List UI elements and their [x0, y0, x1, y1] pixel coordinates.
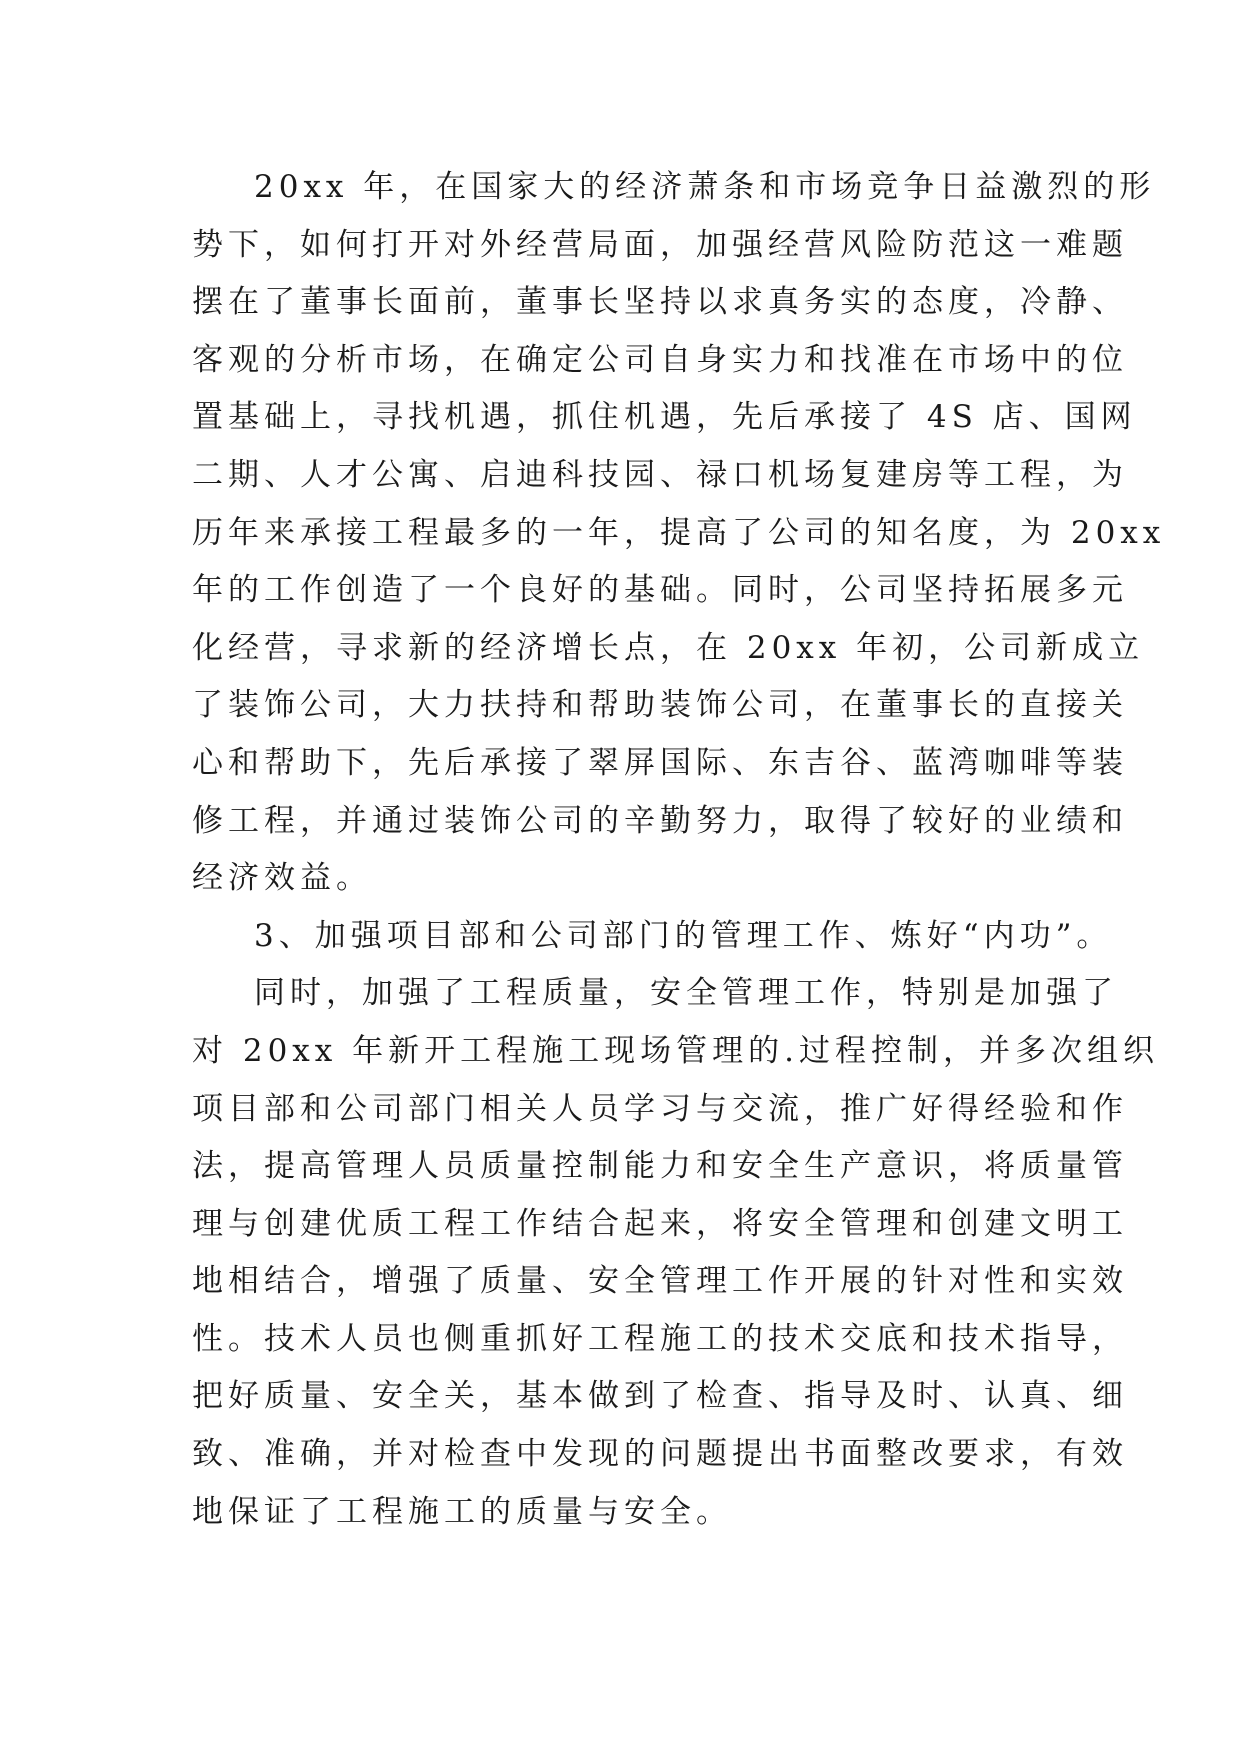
text-line: 化经营，寻求新的经济增长点，在 20xx 年初，公司新成立 — [192, 629, 1145, 666]
text-line: 理与创建优质工程工作结合起来，将安全管理和创建文明工 — [192, 1205, 1128, 1242]
text-line: 心和帮助下，先后承接了翠屏国际、东吉谷、蓝湾咖啡等装 — [192, 744, 1128, 781]
section-heading: 3、加强项目部和公司部门的管理工作、炼好“内功”。 — [254, 917, 1113, 954]
text-line: 势下，如何打开对外经营局面，加强经营风险防范这一难题 — [192, 226, 1128, 263]
text-line: 修工程，并通过装饰公司的辛勤努力，取得了较好的业绩和 — [192, 802, 1128, 839]
text-line: 性。技术人员也侧重抓好工程施工的技术交底和技术指导， — [192, 1320, 1128, 1357]
text-line: 历年来承接工程最多的一年，提高了公司的知名度，为 20xx — [192, 514, 1166, 551]
text-line: 同时，加强了工程质量，安全管理工作，特别是加强了 — [254, 975, 1118, 1012]
text-line: 二期、人才公寓、启迪科技园、禄口机场复建房等工程，为 — [192, 456, 1128, 493]
text-line: 对 20xx 年新开工程施工现场管理的.过程控制，并多次组织 — [192, 1032, 1159, 1069]
text-line: 摆在了董事长面前，董事长坚持以求真务实的态度，冷静、 — [192, 284, 1128, 321]
text-line: 地保证了工程施工的质量与安全。 — [192, 1493, 732, 1530]
text-line: 地相结合，增强了质量、安全管理工作开展的针对性和实效 — [192, 1263, 1128, 1300]
document-body — [192, 159, 1166, 1541]
text-line: 客观的分析市场，在确定公司自身实力和找准在市场中的位 — [192, 341, 1128, 378]
text-line: 经济效益。 — [192, 860, 372, 897]
text-line: 20xx 年，在国家大的经济萧条和市场竞争日益激烈的形 — [254, 169, 1156, 205]
text-line: 置基础上，寻找机遇，抓住机遇，先后承接了 4S 店、国网 — [192, 399, 1137, 436]
text-line: 项目部和公司部门相关人员学习与交流，推广好得经验和作 — [192, 1090, 1128, 1127]
text-line: 致、准确，并对检查中发现的问题提出书面整改要求，有效 — [192, 1436, 1128, 1473]
text-line: 年的工作创造了一个良好的基础。同时，公司坚持拓展多元 — [192, 572, 1128, 609]
text-line: 把好质量、安全关，基本做到了检查、指导及时、认真、细 — [192, 1378, 1128, 1415]
text-line: 法，提高管理人员质量控制能力和安全生产意识，将质量管 — [192, 1148, 1128, 1185]
text-line: 了装饰公司，大力扶持和帮助装饰公司，在董事长的直接关 — [192, 687, 1128, 724]
